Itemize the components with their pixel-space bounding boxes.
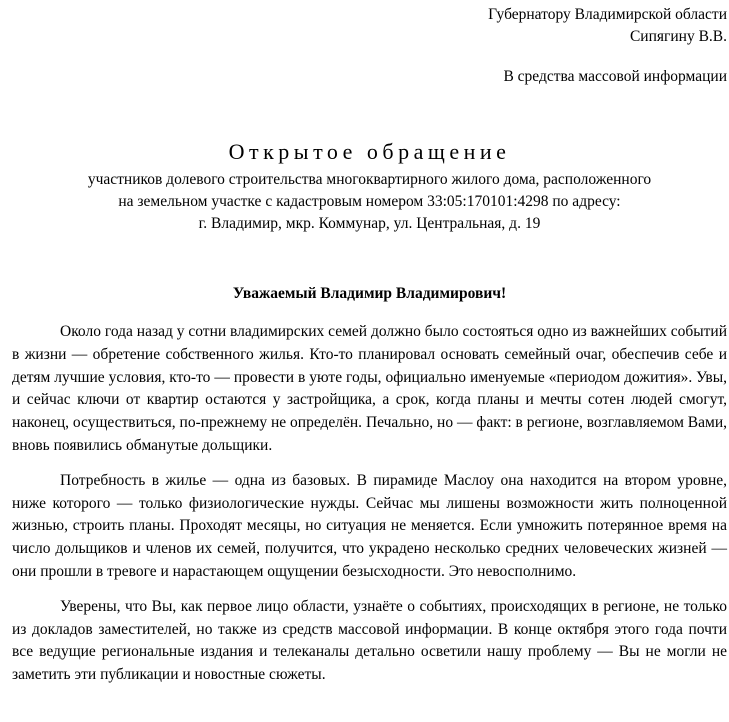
- document-title: Открытое обращение: [228, 139, 511, 164]
- document-subtitle: [12, 169, 727, 235]
- body-paragraph-2: Потребность в жилье — одна из базовых. В пирамиде Маслоу она находится на втором уровне, ниже которого — только физиологические нужды. Сейчас мы лишены возможности жить полноценной жизнью, строить планы. Проходят месяцы, но ситуация не меняется. Если умножить потерянное время на число дольщиков и членов их семей, получится, что украдено несколько средних человеческих жизней — они прошли в тревоге и нарастающем ощущении безысходности. Это невосполнимо.: [12, 471, 727, 580]
- body-paragraph-1: Около года назад у сотни владимирских семей должно было состояться одно из важнейших событий в жизни — обретение собственного жилья. Кто-то планировал основать семейный очаг, обеспечив себе и детям лучшие условия, кто-то — провести в уюте годы, официально именуемые «периодом дожития». Увы, и сейчас ключи от квартир остаются у застройщика, а срок, когда планы и мечты сотен людей смогут, наконец, осуществиться, по-прежнему не определён. Печально, но — факт: в регионе, возглавляемом Вами, вновь появились обманутые дольщики.: [12, 323, 727, 454]
- addressee-position: Губернатору Владимирской области: [488, 6, 727, 23]
- subtitle-line-3: г. Владимир, мкр. Коммунар, ул. Центральная, д. 19: [198, 215, 541, 232]
- media-recipient: В средства массовой информации: [503, 68, 727, 85]
- subtitle-line-1: участников долевого строительства многоквартирного жилого дома, расположенного: [87, 171, 652, 188]
- salutation: Уважаемый Владимир Владимирович!: [232, 285, 507, 302]
- body-paragraph-3: Уверены, что Вы, как первое лицо области, узнаёте о событиях, происходящих в регионе, не только из докладов заместителей, но также из средств массовой информации. В конце октября этого года почти все ведущие региональные издания и телеканалы детально осветили нашу проблему — Вы не могли не заметить эти публикации и новостные сюжеты.: [12, 597, 727, 684]
- addressee-name: Сипягину В.В.: [629, 28, 727, 45]
- addressee-block: [12, 4, 727, 48]
- subtitle-line-2: на земельном участке с кадастровым номером 33:05:170101:4298 по адресу:: [118, 193, 621, 210]
